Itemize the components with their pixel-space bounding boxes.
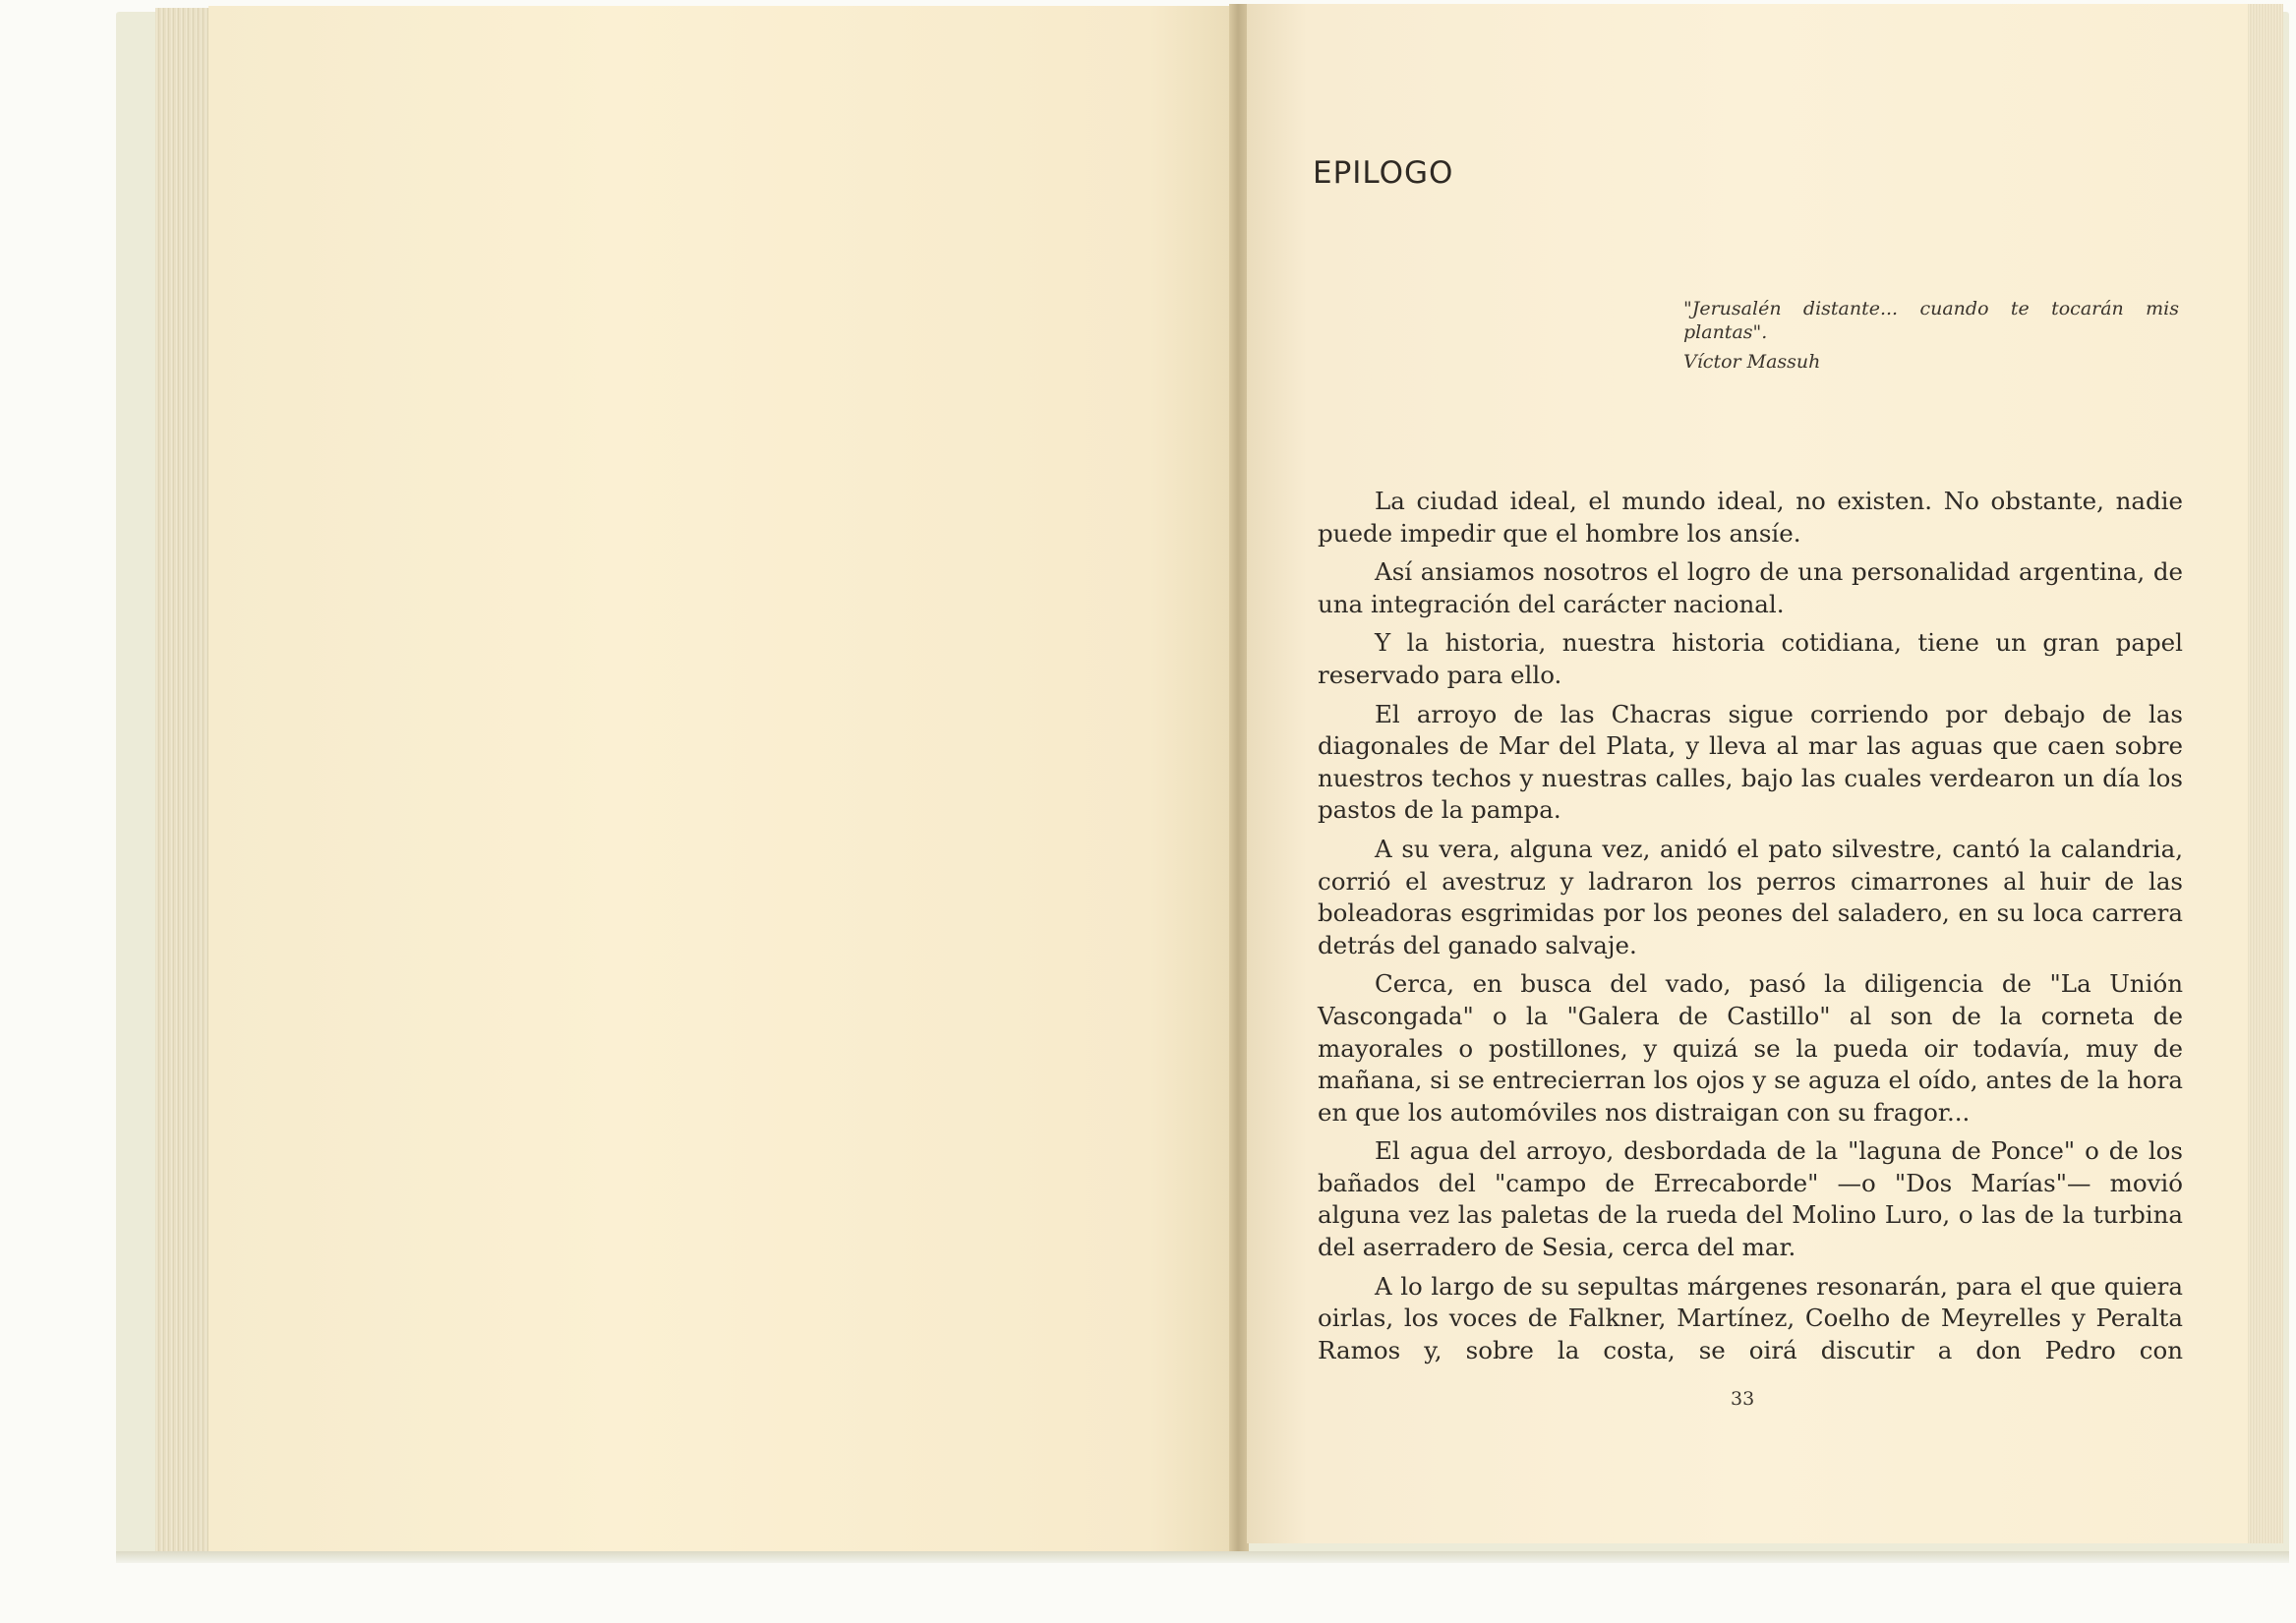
- body-text: [1318, 486, 2183, 1373]
- page-edges-right: [2248, 4, 2283, 1543]
- paragraph: Cerca, en busca del vado, pasó la diligencia de "La Unión Vascongada" o la "Galera de Castillo" al son de la corneta de mayorales o postillones, y quizá se la pueda oir todavía, muy de mañana, si se entrecierran los ojos y se aguza el oído, antes de la hora en que los automóviles nos distraigan con su fragor...: [1318, 969, 2183, 1127]
- paragraph: El agua del arroyo, desbordada de la "laguna de Ponce" o de los bañados del "campo de Errecaborde" —o "Dos Marías"— movió alguna vez las paletas de la rueda del Molino Luro, o las de la turbina del aserradero de Sesia, cerca del mar.: [1318, 1136, 2183, 1262]
- chapter-heading: EPILOGO: [1313, 155, 1454, 191]
- epigraph-quote: "Jerusalén distante... cuando te tocarán mis plantas".: [1683, 298, 2179, 343]
- bottom-shadow: [116, 1551, 2289, 1563]
- paragraph: A lo largo de su sepultas márgenes resonarán, para el que quiera oirlas, los voces de Falkner, Martínez, Coelho de Meyrelles y Peralta Ramos y, sobre la costa, se oirá discutir a don Pedro con: [1318, 1271, 2183, 1364]
- left-blank-page: [208, 6, 1231, 1554]
- page-edges-left: [155, 8, 214, 1556]
- epigraph: [1683, 297, 2179, 374]
- epigraph-author: Víctor Massuh: [1683, 351, 1821, 373]
- page-number: 33: [1731, 1388, 1755, 1410]
- paragraph: Y la historia, nuestra historia cotidiana, tiene un gran papel reservado para ello.: [1318, 628, 2183, 689]
- paragraph: Así ansiamos nosotros el logro de una personalidad argentina, de una integración del carácter nacional.: [1318, 557, 2183, 618]
- paragraph: A su vera, alguna vez, anidó el pato silvestre, cantó la calandria, corrió el avestruz y ladraron los perros cimarrones al huir de las boleadoras esgrimidas por los peones del saladero, en su loca carrera detrás del ganado salvaje.: [1318, 834, 2183, 959]
- paragraph: El arroyo de las Chacras sigue corriendo por debajo de las diagonales de Mar del Plata, y lleva al mar las aguas que caen sobre nuestros techos y nuestras calles, bajo las cuales verdearon un día los pastos de la pampa.: [1318, 699, 2183, 825]
- paragraph: La ciudad ideal, el mundo ideal, no existen. No obstante, nadie puede impedir que el hombre los ansíe.: [1318, 487, 2183, 548]
- book-gutter: [1229, 4, 1249, 1557]
